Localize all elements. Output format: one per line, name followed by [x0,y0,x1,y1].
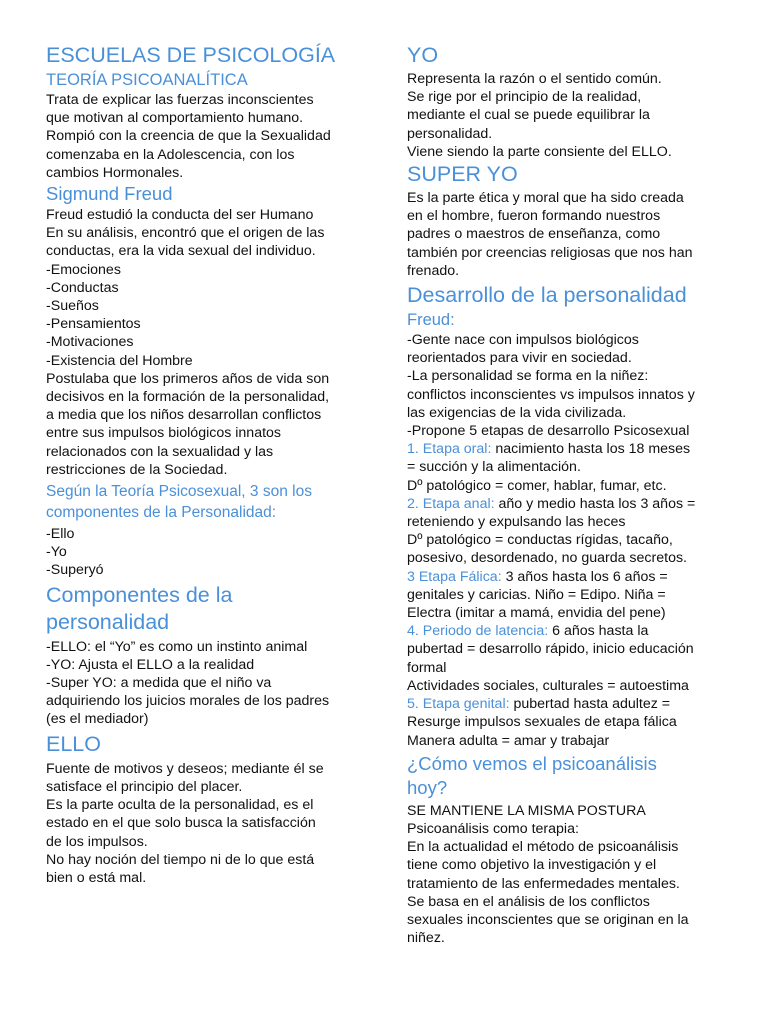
text-line: Dº patológico = conductas rígidas, tacaño, [407,532,673,549]
text-line: Trata de explicar las fuerzas inconscientes [46,92,314,108]
etapa-label: 4. Periodo de latencia: [407,623,549,640]
ello-section [46,760,368,887]
text-line: satisface el principio del placer. [46,778,243,795]
text-line: niñez. [407,930,445,947]
text-line: Rompió con la creencia de que la Sexualidad [46,128,331,145]
text-line: En su análisis, encontró que el origen de las [46,225,325,242]
heading-line: Componentes de la [46,582,233,607]
text-line: en el hombre, fueron formando nuestros [407,208,661,225]
text-line: Representa la razón o el sentido común. [407,71,662,87]
text-line: relacionados con la sexualidad y las [46,443,274,460]
text-line: Psicoanálisis como terapia: [407,820,579,837]
text-line: adquiriendo los juicios morales de los padres [46,693,330,710]
text-line: mediante el cual se puede equilibrar la [407,107,650,124]
freud-section [46,206,368,479]
text-line: Resurge impulsos sexuales de etapa fálica [407,714,677,731]
list-item: -Conductas [46,279,119,296]
text-line: En la actualidad el método de psicoanálisis [407,839,679,856]
text-line: bien o está mal. [46,869,147,886]
text-line: Se rige por el principio de la realidad, [407,89,642,106]
text-line: Postulaba que los primeros años de vida son [46,370,330,387]
text-line: padres o maestros de enseñanza, como [407,226,661,243]
etapa-text: 6 años hasta la [548,623,649,640]
text-line: Se basa en el análisis de los conflictos [407,893,650,910]
text-line: -YO: Ajusta el ELLO a la realidad [46,656,255,673]
right-column [407,42,729,947]
etapa-3 [407,568,729,586]
text-line: entre sus impulsos biológicos innatos [46,425,282,442]
text-line: Dº patológico = comer, hablar, fumar, etc. [407,477,667,494]
text-line: de los impulsos. [46,833,148,850]
etapa-label: 2. Etapa anal: [407,495,495,512]
text-line: cambios Hormonales. [46,164,184,181]
text-line: tiene como objetivo la investigación y el [407,857,657,874]
text-line: comenzaba en la Adolescencia, con los [46,146,295,163]
etapa-1 [407,440,729,458]
list-item: -Sueños [46,298,99,315]
text-line: Actividades sociales, culturales = autoestima [407,677,689,694]
teoria-list [46,525,368,580]
text-line: genitales y caricias. Niño = Edipo. Niña = [407,586,666,603]
list-item: -Superyó [46,562,104,579]
etapa-5 [407,695,729,713]
text-line: tratamiento de las enfermedades mentales. [407,875,680,892]
text-line: posesivo, desordenado, no guarda secretos. [407,550,687,567]
text-line: Viene siendo la parte consiente del ELLO. [407,143,672,160]
text-line: a media que los niños desarrollan conflictos [46,407,322,424]
list-item: -Ello [46,526,75,543]
text-line: estado en el que solo busca la satisfacción [46,815,316,832]
text-line: formal [407,659,447,676]
yo-heading: YO [407,43,439,67]
text-line: -Super YO: a medida que el niño va [46,675,272,692]
text-line: No hay noción del tiempo ni de lo que está [46,851,315,868]
text-line: Manera adulta = amar y trabajar [407,732,610,749]
text-line: frenado. [407,262,460,279]
text-line: (es el mediador) [46,711,149,728]
etapa-label: 1. Etapa oral: [407,441,492,458]
freud-heading: Sigmund Freud [46,183,173,205]
text-line: Fuente de motivos y deseos; mediante él se [46,760,324,777]
hoy-heading [407,752,729,800]
text-line: las exigencias de la vida civilizada. [407,404,627,421]
componentes-section [46,638,368,729]
heading-line: ¿Cómo vemos el psicoanálisis [407,752,657,774]
page-title: ESCUELAS DE PSICOLOGÍA [46,43,336,67]
text-line: conflictos inconscientes vs impulsos innatos y [407,386,695,403]
heading-line: Según la Teoría Psicosexual, 3 son los [46,483,312,501]
text-line: reteniendo y expulsando las heces [407,514,626,531]
text-line: -Propone 5 etapas de desarrollo Psicosexual [407,423,690,440]
text-line: reorientados para vivir en sociedad. [407,350,632,367]
left-column [46,42,368,887]
text-line: -Gente nace con impulsos biológicos [407,332,639,349]
text-line: Freud estudió la conducta del ser Humano [46,207,314,224]
text-line: -La personalidad se forma en la niñez: [407,368,649,385]
text-line: pubertad = desarrollo rápido, inicio educación [407,641,694,658]
text-line: -ELLO: el “Yo” es como un instinto animal [46,638,308,655]
text-line: Es la parte oculta de la personalidad, es el [46,797,314,814]
text-line: SE MANTIENE LA MISMA POSTURA [407,802,646,819]
list-item: -Existencia del Hombre [46,352,193,369]
list-item: -Emociones [46,261,121,278]
freud-subheading: Freud: [407,311,455,330]
subtitle: TEORÍA PSICOANALÍTICA [46,71,248,89]
etapa-label: 5. Etapa genital: [407,696,510,713]
list-item: -Yo [46,544,67,561]
hoy-section [407,802,729,948]
text-line: Es la parte ética y moral que ha sido creada [407,190,684,207]
ello-heading: ELLO [46,731,101,756]
etapa-label: 3 Etapa Fálica: [407,568,502,585]
text-line: Electra (imitar a mamá, envidia del pene) [407,605,666,622]
heading-line: componentes de la Personalidad: [46,504,277,522]
teoria-heading [46,481,368,523]
etapa-text: nacimiento hasta los 18 meses [491,441,691,458]
list-item: -Motivaciones [46,334,134,351]
text-line: decisivos en la formación de la personalidad, [46,389,330,406]
text-line: sexuales inconscientes que se originan en la [407,911,689,928]
heading-line: hoy? [407,776,448,798]
yo-section [407,70,729,161]
etapa-2 [407,495,729,513]
text-line: también por creencias religiosas que nos han [407,244,693,261]
superyo-section [407,189,729,280]
desarrollo-section [407,331,729,750]
etapa-text: año y medio hasta los 3 años = [494,495,696,512]
text-line: = succión y la alimentación. [407,459,581,476]
componentes-heading [46,582,368,636]
etapa-text: 3 años hasta los 6 años = [501,568,668,585]
heading-line: personalidad [46,609,170,634]
text-line: restricciones de la Sociedad. [46,461,228,478]
desarrollo-heading: Desarrollo de la personalidad [407,283,687,308]
text-line: que motivan al comportamiento humano. [46,110,304,127]
etapa-text: pubertad hasta adultez = [509,696,671,713]
superyo-heading: SUPER YO [407,162,518,187]
list-item: -Pensamientos [46,316,141,333]
intro-paragraph [46,91,368,182]
text-line: conductas, era la vida sexual del individuo. [46,243,316,260]
etapa-4 [407,622,729,640]
text-line: personalidad. [407,125,493,142]
